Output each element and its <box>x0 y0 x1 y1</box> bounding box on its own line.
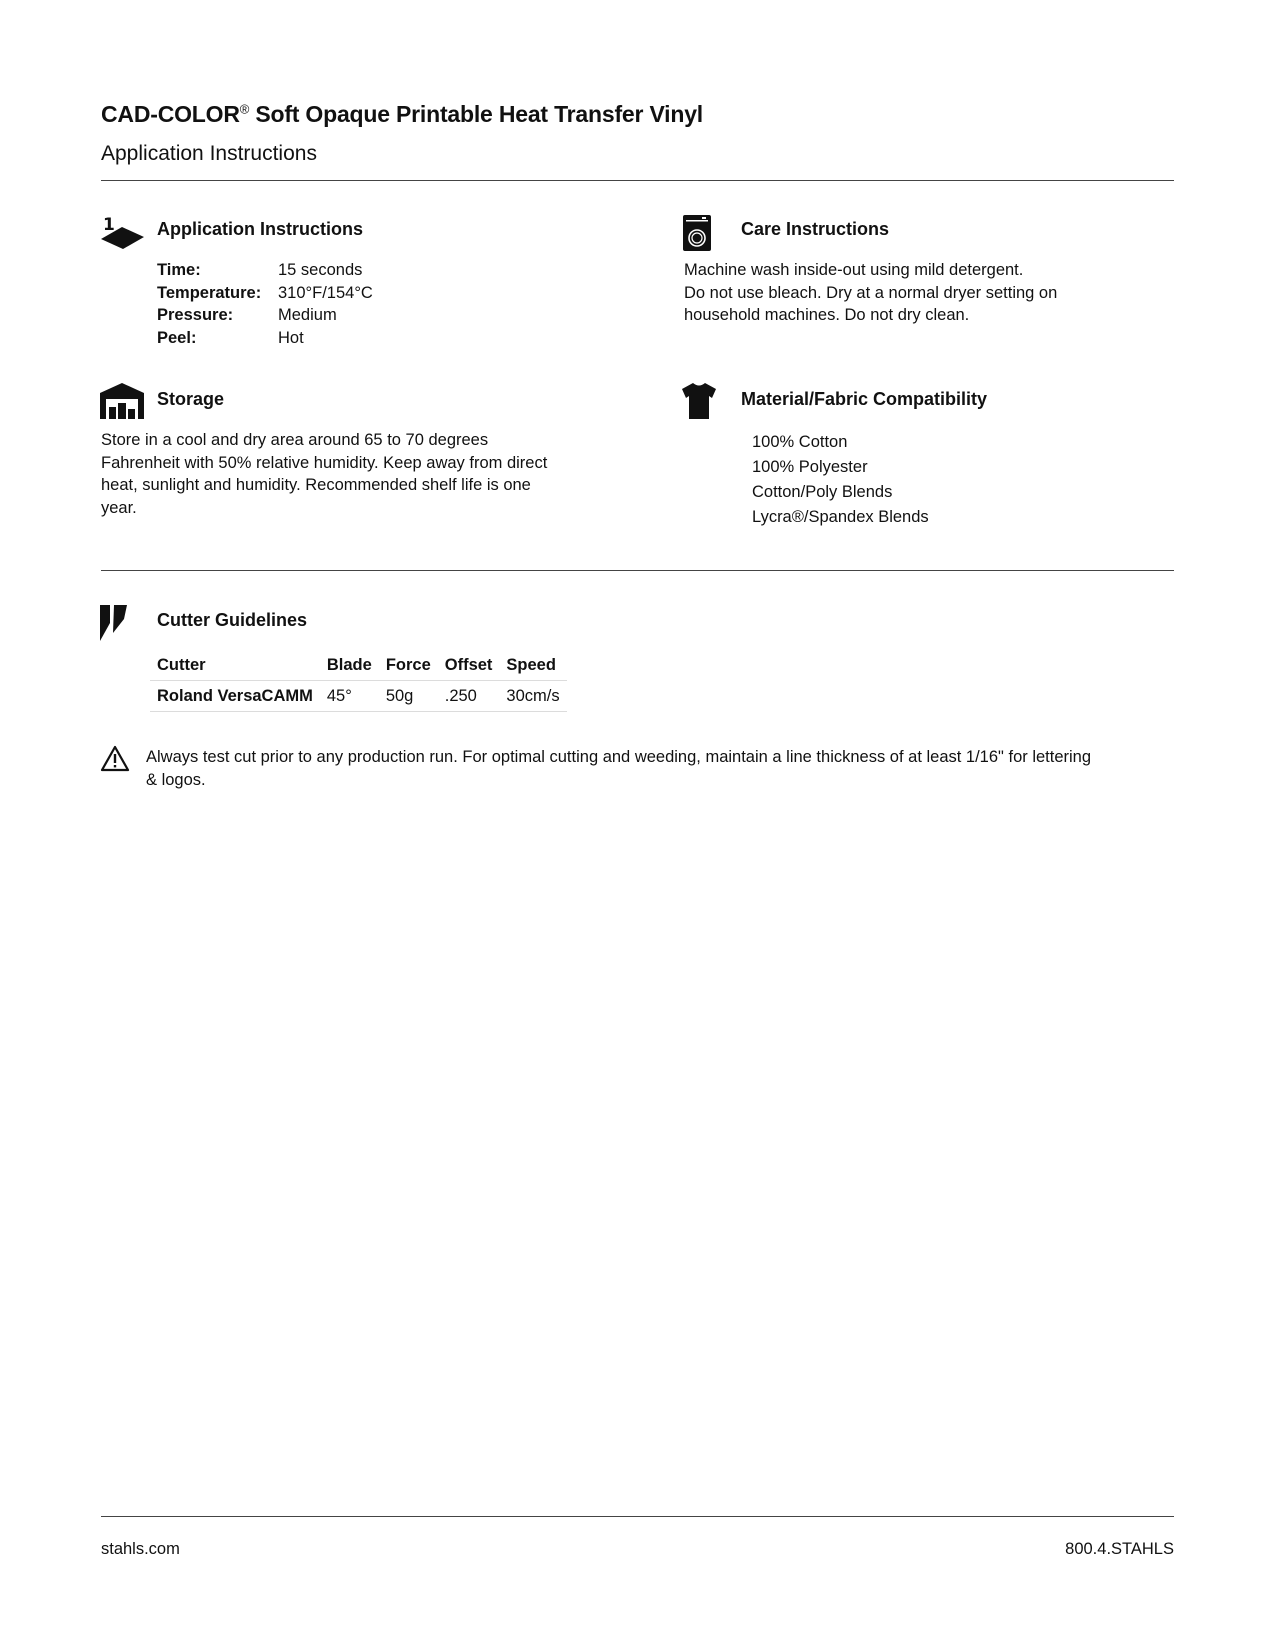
warehouse-icon <box>100 383 144 424</box>
divider-footer <box>101 1516 1174 1517</box>
table-row: Time: 15 seconds <box>157 261 363 279</box>
table-row: Roland VersaCAMM 45° 50g .250 30cm/s <box>150 681 567 712</box>
storage-heading: Storage <box>157 389 225 409</box>
table-row: Temperature: 310°F/154°C <box>157 283 373 302</box>
list-item: Lycra®/Spandex Blends <box>752 508 929 526</box>
divider-middle <box>101 570 1174 571</box>
table-row: Pressure: Medium <box>157 306 337 324</box>
cutter-heading: Cutter Guidelines <box>157 610 308 630</box>
svg-text:1: 1 <box>103 215 115 235</box>
application-heading: Application Instructions <box>157 219 364 239</box>
material-list <box>752 430 929 530</box>
cutter-blade-icon <box>100 605 128 646</box>
application-table <box>157 259 373 349</box>
cutter-table <box>150 650 567 712</box>
care-text: Machine wash inside-out using mild detergent. Do not use bleach. Dry at a normal dryer setting on household machines. Do not dry clean. <box>684 261 1058 324</box>
warning-icon <box>100 745 130 777</box>
heat-press-icon <box>100 213 148 256</box>
page-title: CAD-COLOR® Soft Opaque Printable Heat Transfer Vinyl <box>101 101 703 127</box>
t-shirt-icon <box>682 383 716 424</box>
table-header-row: Cutter Blade Force Offset Speed <box>150 650 567 681</box>
list-item: 100% Cotton <box>752 433 848 451</box>
list-item: 100% Polyester <box>752 458 868 476</box>
divider-top <box>101 180 1174 181</box>
list-item: Cotton/Poly Blends <box>752 483 893 501</box>
warning-text: Always test cut prior to any production run. For optimal cutting and weeding, maintain a line thickness of at least 1/16" for lettering & logos. <box>146 748 1092 789</box>
phone-number: 800.4.STAHLS <box>1065 1540 1174 1558</box>
website-link[interactable]: stahls.com <box>101 1540 180 1558</box>
table-row: Peel: Hot <box>157 328 304 347</box>
storage-text: Store in a cool and dry area around 65 to 70 degrees Fahrenheit with 50% relative humidity. Keep away from direct heat, sunlight and humidity. Recommended shelf life is one year. <box>101 431 548 517</box>
material-heading: Material/Fabric Compatibility <box>741 389 988 409</box>
washing-machine-icon <box>683 215 711 256</box>
registered-mark: ® <box>239 101 250 117</box>
care-heading: Care Instructions <box>741 219 890 239</box>
page-subtitle: Application Instructions <box>101 142 317 165</box>
